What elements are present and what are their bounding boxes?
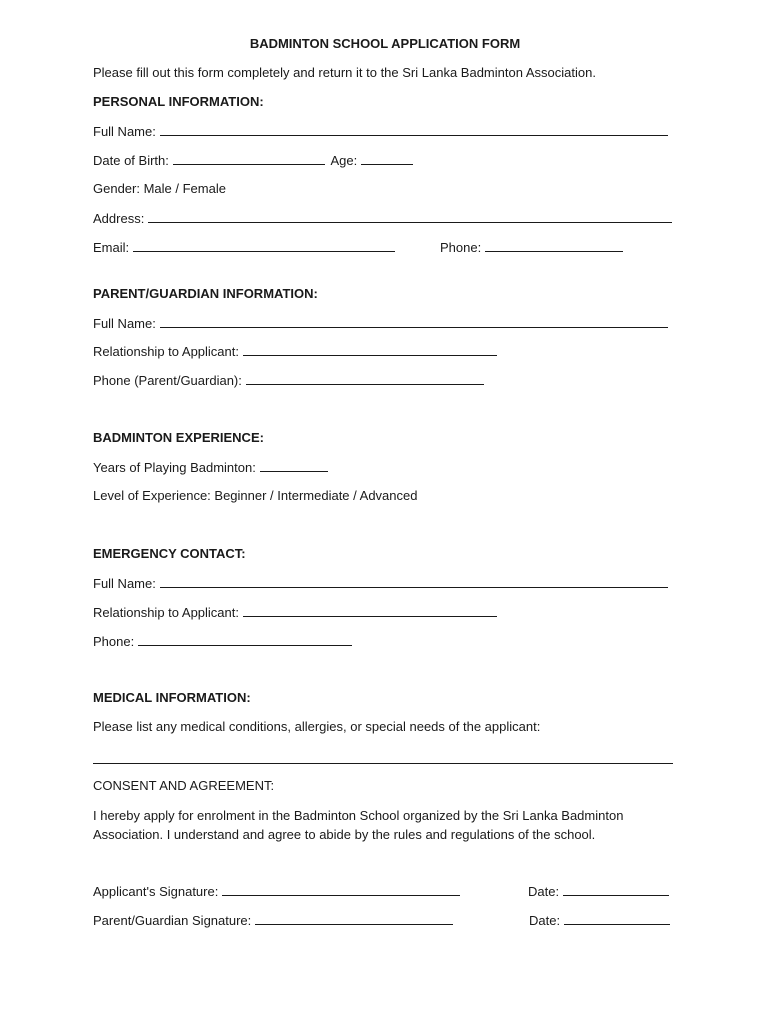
guardian-heading: PARENT/GUARDIAN INFORMATION: [93,286,318,301]
emergency-phone-field[interactable] [138,633,352,646]
dob-label: Date of Birth: [93,153,169,168]
emergency-heading: EMERGENCY CONTACT: [93,546,246,561]
phone-field[interactable] [485,239,623,252]
guardian-relationship-label: Relationship to Applicant: [93,344,239,359]
form-title: BADMINTON SCHOOL APPLICATION FORM [249,36,521,51]
guardian-relationship-row [93,343,497,360]
consent-heading: CONSENT AND AGREEMENT: [93,778,275,793]
emergency-relationship-field[interactable] [243,604,497,617]
parent-signature-row [93,912,453,929]
age-label: Age: [330,153,358,168]
guardian-phone-row [93,372,484,389]
years-label: Years of Playing Badminton: [93,460,256,475]
years-row [93,459,328,476]
personal-heading: PERSONAL INFORMATION: [93,94,264,109]
phone-row [440,239,623,256]
email-row [93,239,395,256]
guardian-relationship-field[interactable] [243,343,497,356]
dob-field[interactable] [173,152,325,165]
phone-label: Phone: [440,240,482,255]
address-row [93,210,672,227]
medical-answer-line[interactable] [93,763,673,764]
parent-date-field[interactable] [564,912,670,925]
applicant-signature-row [93,883,460,900]
email-field[interactable] [133,239,395,252]
personal-full-name-row [93,123,668,140]
emergency-relationship-label: Relationship to Applicant: [93,605,239,620]
dob-age-row [93,152,413,169]
email-label: Email: [93,240,130,255]
address-field[interactable] [148,210,672,223]
parent-signature-label: Parent/Guardian Signature: [93,913,252,928]
emergency-full-name-field[interactable] [160,575,668,588]
guardian-full-name-label: Full Name: [93,316,156,331]
full-name-field[interactable] [160,123,668,136]
emergency-phone-row [93,633,352,650]
guardian-phone-field[interactable] [246,372,484,385]
level-text: Level of Experience: Beginner / Intermediate / Advanced [93,488,418,503]
emergency-full-name-row [93,575,668,592]
gender-text: Gender: Male / Female [93,181,226,196]
guardian-full-name-field[interactable] [160,315,668,328]
guardian-phone-label: Phone (Parent/Guardian): [93,373,242,388]
guardian-full-name-row [93,315,668,332]
applicant-date-row [528,883,669,900]
medical-prompt: Please list any medical conditions, allergies, or special needs of the applicant: [93,719,541,734]
years-field[interactable] [260,459,328,472]
emergency-relationship-row [93,604,497,621]
consent-text: I hereby apply for enrolment in the Badminton School organized by the Sri Lanka Badminton Association. I understand and agree to abide by the rules and regulations of the school. [93,808,624,842]
applicant-signature-label: Applicant's Signature: [93,884,219,899]
address-label: Address: [93,211,145,226]
parent-signature-field[interactable] [255,912,453,925]
experience-heading: BADMINTON EXPERIENCE: [93,430,264,445]
applicant-date-field[interactable] [563,883,669,896]
medical-heading: MEDICAL INFORMATION: [93,690,251,705]
intro-text: Please fill out this form completely and return it to the Sri Lanka Badminton Association. [93,65,596,80]
applicant-date-label: Date: [528,884,560,899]
applicant-signature-field[interactable] [222,883,460,896]
full-name-label: Full Name: [93,124,156,139]
age-field[interactable] [361,152,413,165]
parent-date-row [529,912,670,929]
parent-date-label: Date: [529,913,561,928]
emergency-phone-label: Phone: [93,634,135,649]
emergency-full-name-label: Full Name: [93,576,156,591]
